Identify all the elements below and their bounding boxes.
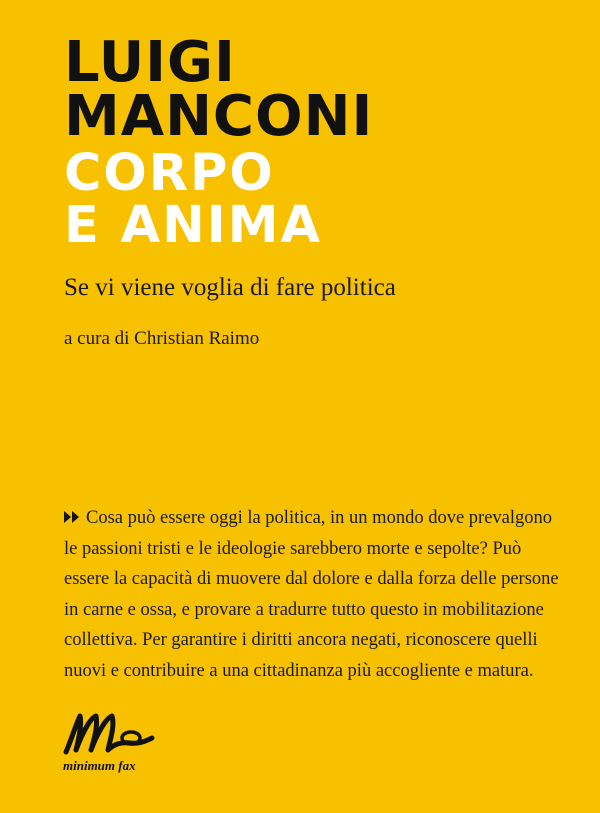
- double-arrow-icon: [64, 511, 80, 523]
- title-line-1: CORPO: [64, 144, 275, 203]
- author-first-name: LUIGI: [64, 30, 236, 95]
- blurb-line: [64, 503, 584, 534]
- blurb-line: collettiva. Per garantire i diritti ancora negati, riconoscere quelli: [64, 630, 538, 650]
- blurb-line: in carne e ossa, e provare a tradurre tutto questo in mobilitazione: [64, 599, 544, 620]
- author-name: [64, 30, 374, 149]
- blurb-line: nuovi e contribuire a una cittadinanza più accogliente e matura.: [64, 660, 534, 681]
- book-subtitle: Se vi viene voglia di fare politica: [64, 274, 396, 301]
- publisher-name: minimum fax: [63, 758, 136, 773]
- editor-credit: a cura di Christian Raimo: [64, 328, 260, 349]
- book-title: [64, 144, 322, 255]
- blurb-line: le passioni tristi e le ideologie sarebbero morte e sepolte? Può: [64, 538, 522, 559]
- blurb-line: essere la capacità di muovere dal dolore e dalla forza delle persone: [64, 569, 559, 589]
- author-last-name: MANCONI: [64, 84, 374, 149]
- minimum-fax-logo-icon: [62, 710, 158, 758]
- title-line-2: E ANIMA: [64, 196, 322, 255]
- blurb-line-text: Cosa può essere oggi la politica, in un mondo dove prevalgono: [86, 508, 553, 528]
- blurb: [64, 503, 584, 686]
